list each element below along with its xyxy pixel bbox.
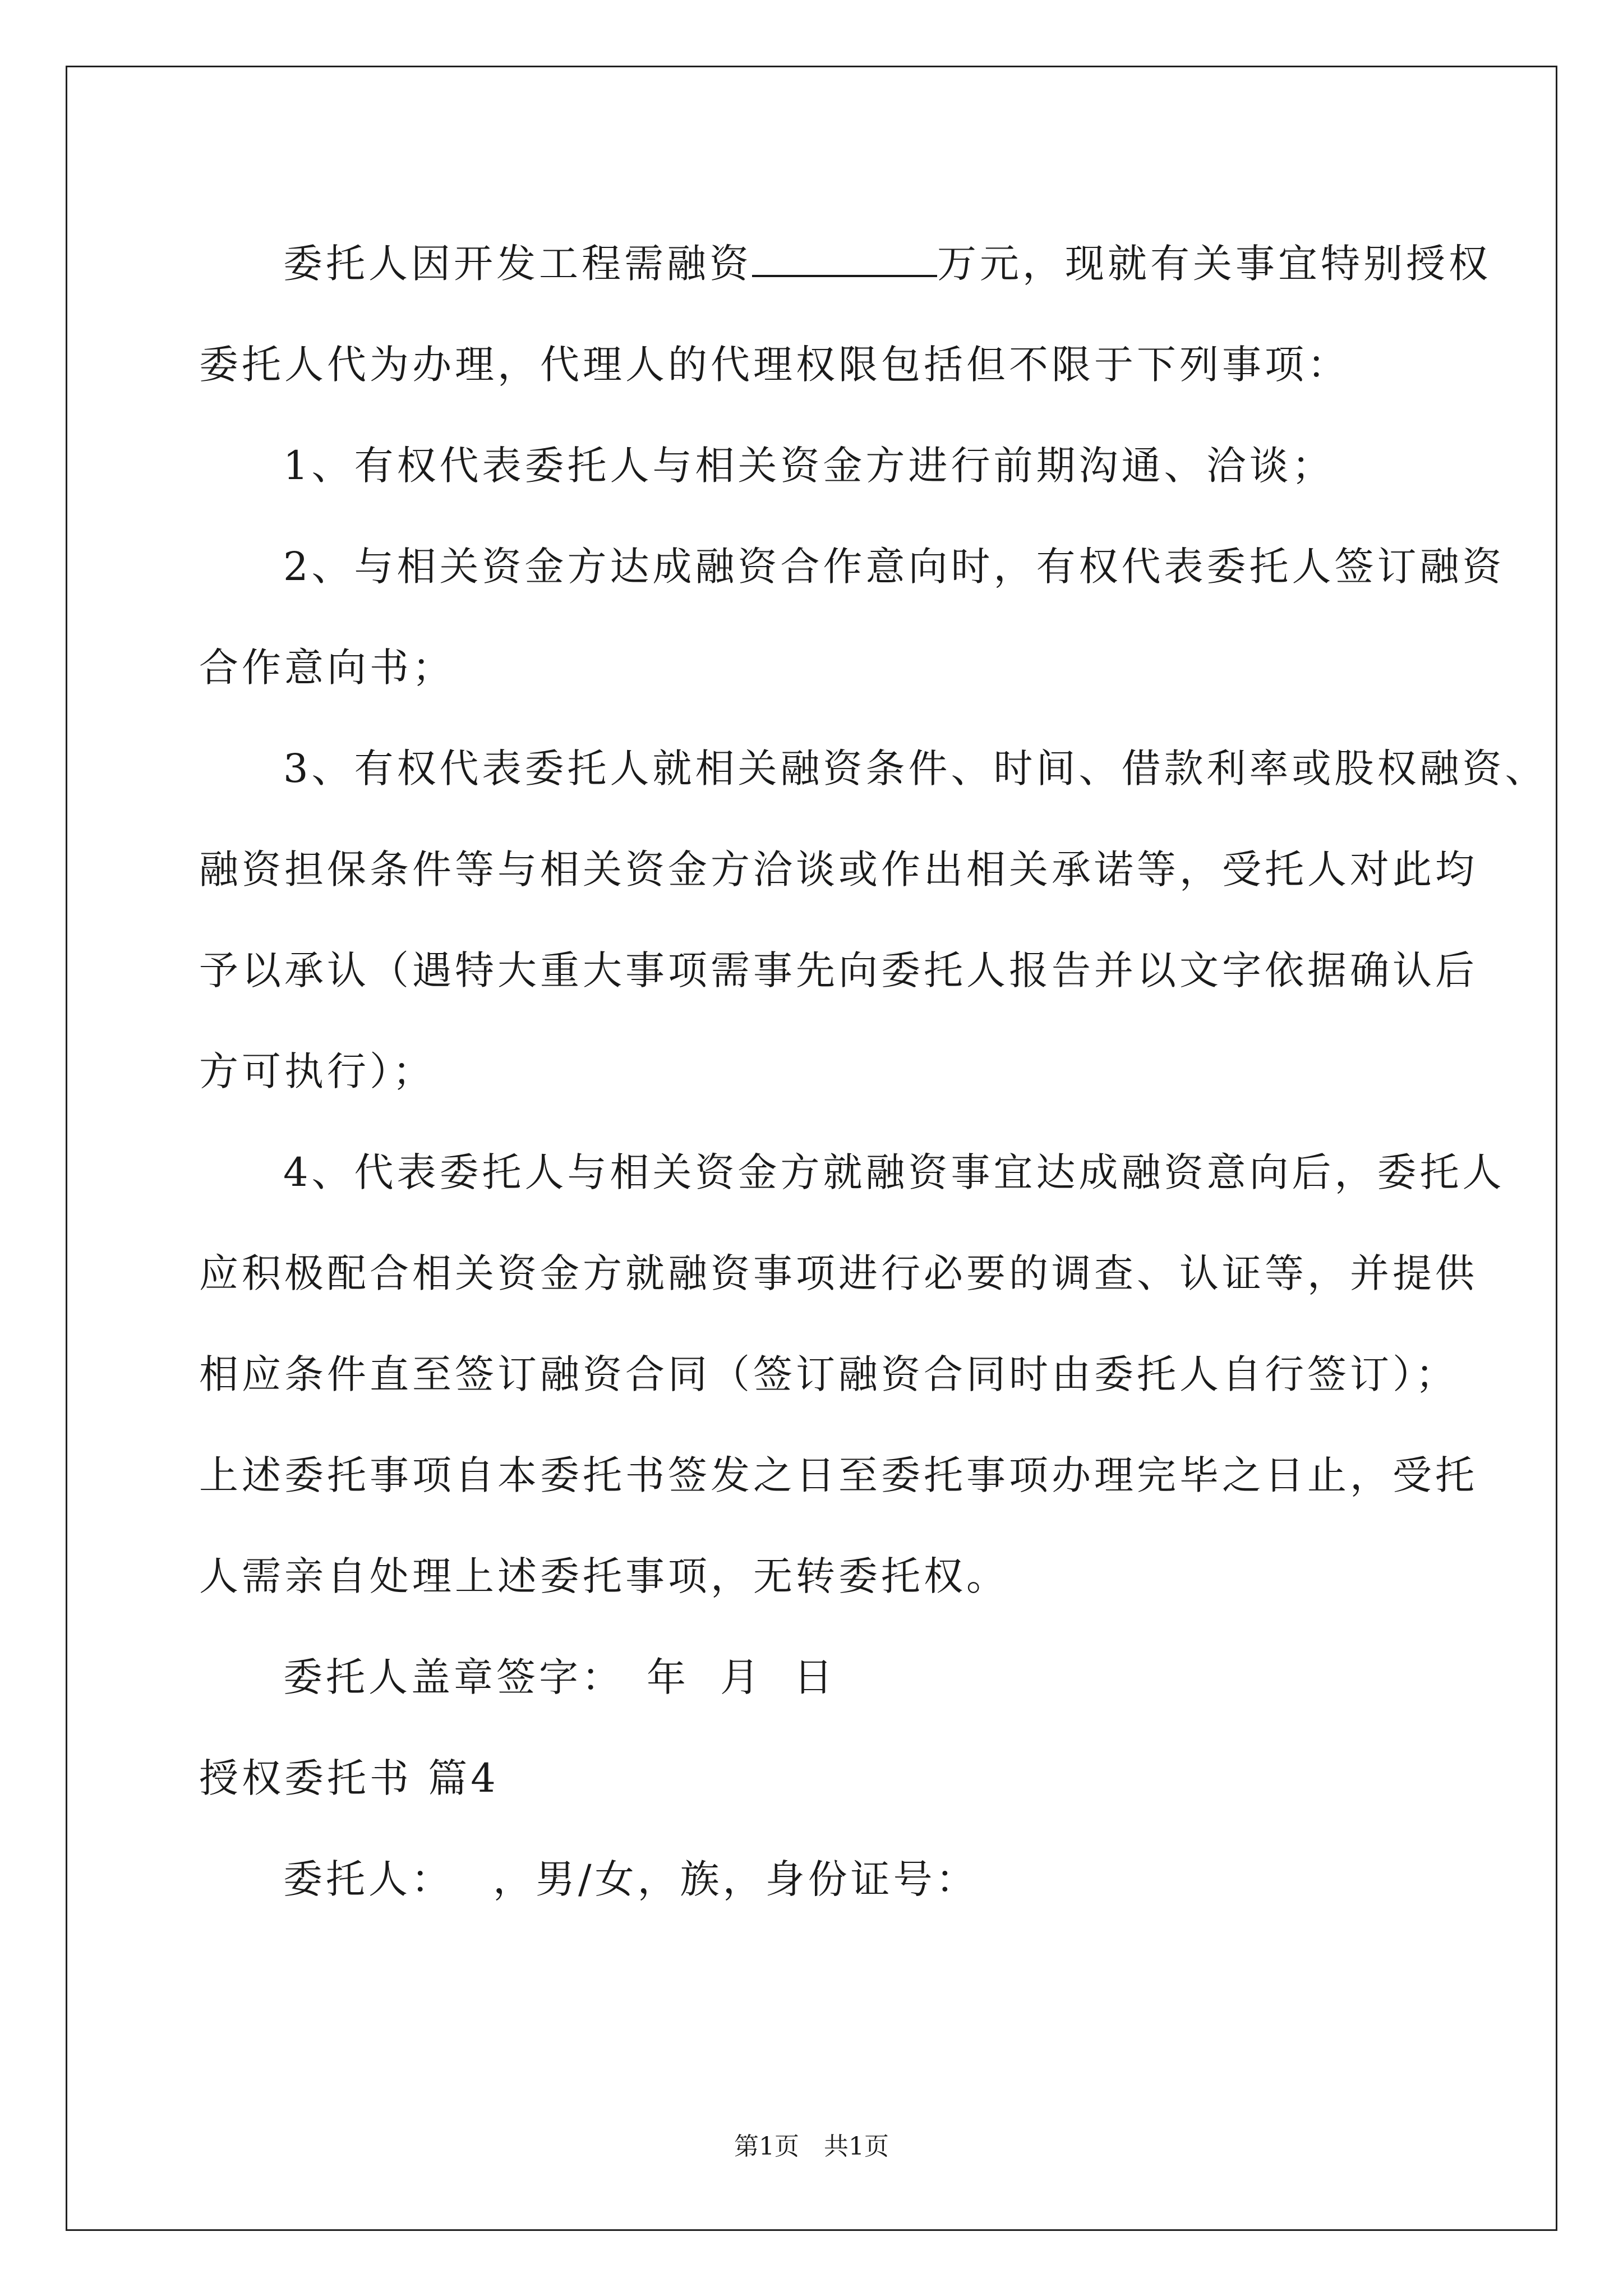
page-number-footer: 第1页 共1页 bbox=[734, 2132, 889, 2161]
signature-label: 委托人盖章签字： bbox=[283, 1654, 624, 1700]
text-segment: 委托人因开发工程需融资 bbox=[283, 241, 752, 287]
amount-blank bbox=[752, 238, 937, 277]
paragraph-line: 予以承认（遇特大重大事项需事先向委托人报告并以文字依据确认后 bbox=[199, 947, 1478, 993]
signature-line bbox=[199, 1627, 1433, 1728]
paragraph-line: 相应条件直至签订融资合同（签订融资合同时由委托人自行签订）； bbox=[199, 1351, 1458, 1397]
paragraph-line: 应积极配合相关资金方就融资事项进行必要的调查、认证等，并提供 bbox=[199, 1250, 1478, 1296]
paragraph-line: 融资担保条件等与相关资金方洽谈或作出相关承诺等，受托人对此均 bbox=[199, 846, 1478, 892]
paragraph-line: 3、有权代表委托人就相关融资条件、时间、借款利率或股权融资、 bbox=[283, 746, 1548, 792]
paragraph-line: 合作意向书； bbox=[199, 645, 455, 691]
paragraph-line bbox=[199, 213, 1491, 314]
document-body bbox=[199, 213, 1548, 1930]
signature-day: 日 bbox=[794, 1654, 836, 1700]
paragraph-line: 委托人代为办理，代理人的代理权限包括但不限于下列事项： bbox=[199, 342, 1350, 388]
paragraph-line: 人需亲自处理上述委托事项，无转委托权。 bbox=[199, 1553, 1009, 1599]
section-title: 授权委托书 篇4 bbox=[199, 1755, 499, 1801]
paragraph-line: 上述委托事项自本委托书签发之日至委托事项办理完毕之日止，受托 bbox=[199, 1452, 1478, 1498]
signature-year: 年 bbox=[647, 1654, 689, 1700]
principal-line bbox=[199, 1829, 1433, 1930]
paragraph-line: 方可执行）； bbox=[199, 1048, 435, 1094]
paragraph-line: 4、代表委托人与相关资金方就融资事宜达成融资意向后，委托人 bbox=[283, 1149, 1505, 1195]
text-segment: 万元，现就有关事宜特别授权 bbox=[937, 241, 1491, 287]
principal-label: 委托人： bbox=[283, 1856, 454, 1902]
paragraph-line: 1、有权代表委托人与相关资金方进行前期沟通、洽谈； bbox=[283, 443, 1335, 489]
paragraph-line: 2、与相关资金方达成融资合作意向时，有权代表委托人签订融资 bbox=[283, 544, 1505, 590]
signature-month: 月 bbox=[720, 1654, 763, 1700]
principal-details: ，男/女，族，身份证号： bbox=[493, 1856, 979, 1902]
